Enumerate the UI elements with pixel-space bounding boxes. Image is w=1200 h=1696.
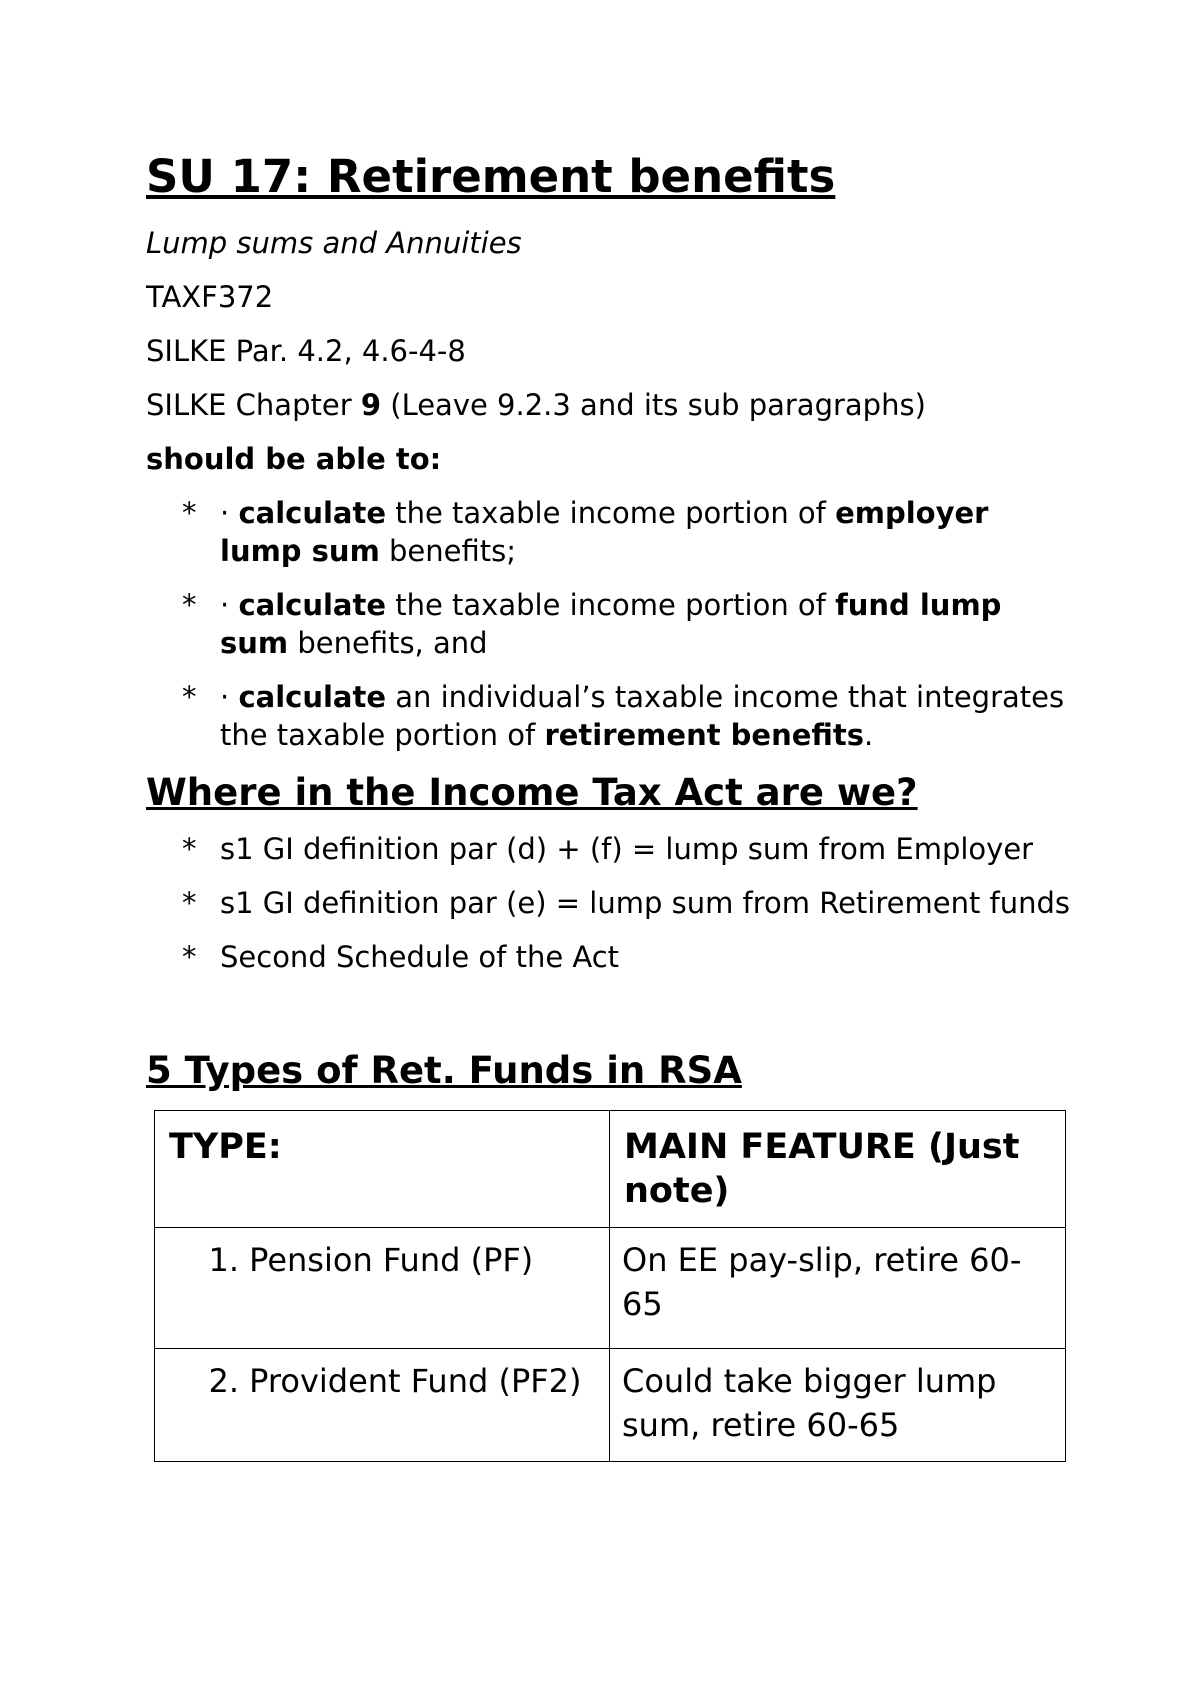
outcome-text-end: benefits; (379, 534, 517, 568)
document-page (146, 150, 1076, 1462)
fund-type: Provident Fund (PF2) (249, 1362, 582, 1400)
table-header-row (155, 1111, 1066, 1228)
bullet-dot: · (220, 680, 239, 714)
row-number: 1. (208, 1241, 239, 1279)
outcome-text: the taxable income portion of (386, 588, 836, 622)
list-item (146, 938, 1076, 976)
silke-chapter-number: 9 (360, 388, 382, 422)
table-cell-feature: On EE pay-slip, retire 60-65 (610, 1228, 1066, 1349)
bullet-marker: * (182, 680, 197, 714)
outcome-text-end: benefits, and (288, 626, 488, 660)
outcome-text: an individual’s taxable income that integrates the taxable portion of (220, 680, 1065, 752)
course-code: TAXF372 (146, 280, 274, 314)
outcome-text: the taxable income portion of (386, 496, 836, 530)
list-item-text: Second Schedule of the Act (220, 940, 620, 974)
list-item (146, 678, 1076, 754)
outcome-emphasis: employer lump sum (220, 496, 989, 568)
subtitle: Lump sums and Annuities (146, 226, 522, 260)
fund-type: Pension Fund (PF) (249, 1241, 534, 1279)
bullet-marker: * (182, 832, 197, 866)
silke-chapter-suffix: (Leave 9.2.3 and its sub paragraphs) (381, 388, 926, 422)
bullet-marker: * (182, 496, 197, 530)
table-cell-type (155, 1228, 610, 1349)
income-tax-act-list (146, 830, 1076, 976)
table-row (155, 1228, 1066, 1349)
row-number: 2. (208, 1362, 239, 1400)
silke-paragraph-reference: SILKE Par. 4.2, 4.6-4-8 (146, 334, 466, 368)
list-item (146, 586, 1076, 662)
page-title: SU 17: Retirement benefits (146, 150, 836, 203)
outcome-text-end: . (864, 718, 874, 752)
table-header-type: TYPE: (155, 1111, 610, 1228)
bullet-dot: · (220, 496, 239, 530)
section-heading-fund-types: 5 Types of Ret. Funds in RSA (146, 1049, 742, 1092)
table-cell-type (155, 1349, 610, 1462)
bullet-dot: · (220, 588, 239, 622)
list-item (146, 494, 1076, 570)
silke-chapter-prefix: SILKE Chapter (146, 388, 361, 422)
section-heading-income-tax-act: Where in the Income Tax Act are we? (146, 771, 918, 814)
list-item-text: s1 GI definition par (d) + (f) = lump sum from Employer (220, 832, 1034, 866)
table-header-feature: MAIN FEATURE (Just note) (610, 1111, 1066, 1228)
outcomes-list (146, 494, 1076, 754)
bullet-marker: * (182, 940, 197, 974)
outcome-emphasis: fund lump sum (220, 588, 1002, 660)
list-item (146, 830, 1076, 868)
outcome-verb: calculate (238, 496, 387, 530)
bullet-marker: * (182, 886, 197, 920)
bullet-marker: * (182, 588, 197, 622)
fund-types-table (154, 1110, 1066, 1462)
outcomes-heading: should be able to: (146, 442, 442, 476)
table-cell-feature: Could take bigger lump sum, retire 60-65 (610, 1349, 1066, 1462)
table-row (155, 1349, 1066, 1462)
list-item (146, 884, 1076, 922)
list-item-text: s1 GI definition par (e) = lump sum from Retirement funds (220, 886, 1071, 920)
outcome-verb: calculate (238, 680, 387, 714)
silke-chapter-reference (146, 386, 1076, 424)
outcome-verb: calculate (238, 588, 387, 622)
outcome-emphasis: retirement benefits (544, 718, 865, 752)
